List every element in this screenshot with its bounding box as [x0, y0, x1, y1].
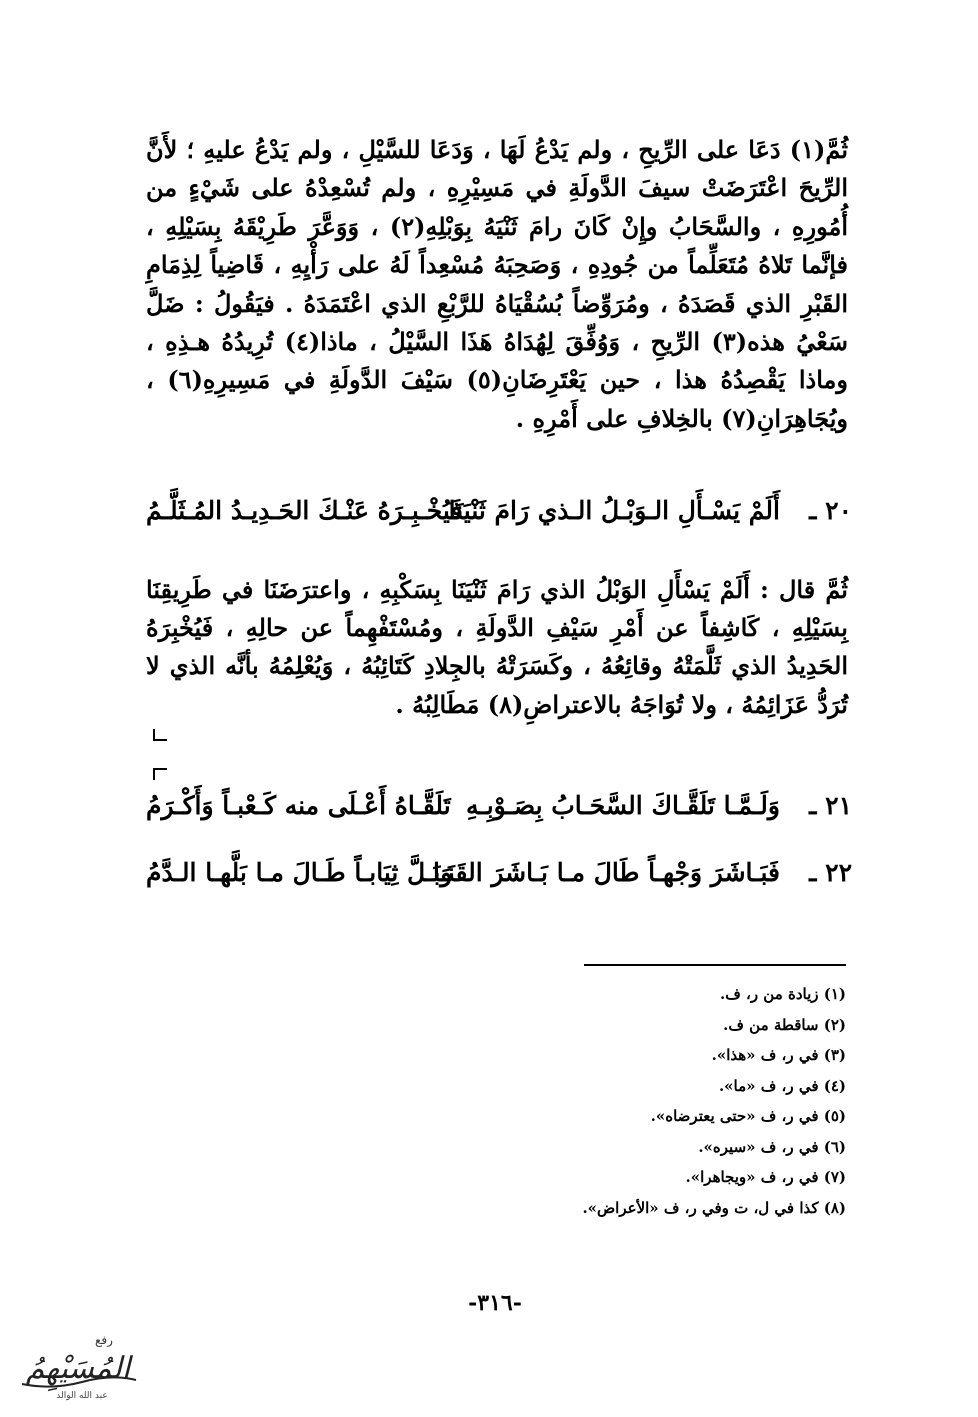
verse-second-hemistich: وَبَـلَّ ثِيَابـاً طَـالَ مـا بَلَّهـا الـدَّمُ: [146, 858, 453, 887]
page-number: -٣١٦-: [468, 1290, 522, 1316]
footnotes-list: [346, 983, 846, 1227]
verse-number: ٢١ ـ: [809, 791, 852, 820]
verse-number: ٢٢ ـ: [809, 858, 852, 887]
verse-second-hemistich: تَلَقَّـاهُ أَعْـلَى منه كَـعْبـاً وَأَكْـرَمُ: [146, 791, 451, 820]
footnote: (٢) ساقطة من ف.: [723, 1015, 846, 1034]
footnote: (٦) في ر، ف «سيره».: [698, 1137, 846, 1156]
svg-text:عبد الله الوالد: عبد الله الوالد: [56, 1391, 108, 1401]
uploader-stamp-logo: [12, 1328, 142, 1404]
verse-first-hemistich: وَلَـمَّـا تَلَقَّـاكَ السَّحَـابُ بِصَـوْبِـهِ: [466, 791, 780, 820]
svg-text:المُسَيْهِمُ: المُسَيْهِمُ: [25, 1351, 131, 1386]
commentary-paragraph: ثُمَّ قال : أَلَمْ يَسْأَلِ الوَبْلُ الذي رَامَ ثَنْيَنَا بِسَكْبِهِ ، واعترَضَنَا في طَرِيقِنَا بِسَيْلِهِ ، كَاشِفاً عن أَمْرِ سَيْفِ الدَّولَةِ ، ومُسْتَفْهِماً عن حالِهِ ، فَيُخْبِرَهُ الحَدِيدُ الذي ثَلَّمَتْهُ وقائِعُهُ ، وكَسَرَتْهُ بالجِلادِ كَتَائِبُهُ ، وَيُعْلِمُهُ بأنَّه الذي لا تُرَدُّ عَزَائِمُهُ ، ولا تُوَاجَهُ بالاعتراضِ(٨) مَطَالِبُهُ .: [146, 575, 848, 719]
verse-line: [146, 852, 852, 896]
footnote: (٤) في ر، ف «ما».: [718, 1076, 846, 1095]
footnote: (٧) في ر، ف «ويجاهرا».: [685, 1168, 846, 1186]
footnote: (٣) في ر، ف «هذا».: [711, 1046, 846, 1064]
section-start-bracket: [153, 768, 167, 780]
verse-line: [146, 785, 852, 829]
svg-text:رفع: رفع: [95, 1333, 113, 1347]
footnote: (٥) في ر، ف «حتى يعترضاه».: [650, 1107, 846, 1125]
verse-number: ٢٠ ـ: [809, 496, 852, 525]
verse-first-hemistich: فَبَـاشَرَ وَجْهـاً طَالَ مـا بَـاشَرَ القَنَـا: [432, 858, 780, 887]
footnote-divider: [584, 964, 846, 966]
commentary-paragraph: ثُمَّ(١) دَعَا على الرِّيحِ ، ولم يَدْعُ لَهَا ، وَدَعَا للسَّيْلِ ، ولم يَدْعُ عليهِ ؛ لأَنَّ الرِّيحَ اعْتَرَضَتْ سيفَ الدَّولَةِ في مَسِيْرِهِ ، ولم تُسْعِدْهُ على شَيْءٍ من أُمُورِهِ ، والسَّحَابُ وإِنْ كَانَ رامَ ثَنْيَهُ بِوَبْلِهِ(٢) ، وَوَعَّرَ طَرِيْقَهُ بِسَيْلِهِ ، فإنَّما تَلاهُ مُتَعَلِّماً من جُودِهِ ، وَصَحِبَهُ مُسْعِداً لَهُ على رَأْيِهِ ، قَاضِياً لِذِمَامِ القَبْرِ الذي قَصَدَهُ ، ومُرَوِّضاً بُسُقْيَاهُ للرَّبْعِ الذي اعْتَمَدَهُ . فيَقُولُ : ضَلَّ سَعْيُ هذه(٣) الرِّيحِ ، وَوُفِّقَ لِهُدَاهُ هَذَا السَّيْلُ ، ماذا(٤) تُرِيدُهُ هـذِهِ ، وماذا يَقْصِدُهُ هذا ، حين يَعْتَرِضَانِ(٥) سَيْفَ الدَّولَةِ في مَسِيرِهِ(٦) ، ويُجَاهِرَانِ(٧) بالخِلافِ على أَمْرِهِ .: [146, 135, 848, 433]
verse-second-hemistich: فَيُخْـبِـرَهُ عَنْـكَ الحَـدِيـدُ المُـثَلَّـمُ: [146, 496, 463, 525]
section-end-bracket: [153, 729, 167, 741]
footnote: (٨) كذا في ل، ت وفي ر، ف «الأعراض».: [582, 1198, 846, 1217]
verse-line: [146, 490, 852, 534]
footnote: (١) زيادة من ر، ف.: [720, 985, 846, 1003]
verse-first-hemistich: أَلَمْ يَسْـأَلِ الـوَبْـلُ الـذي رَامَ ثَنْيَنَا: [448, 496, 780, 525]
